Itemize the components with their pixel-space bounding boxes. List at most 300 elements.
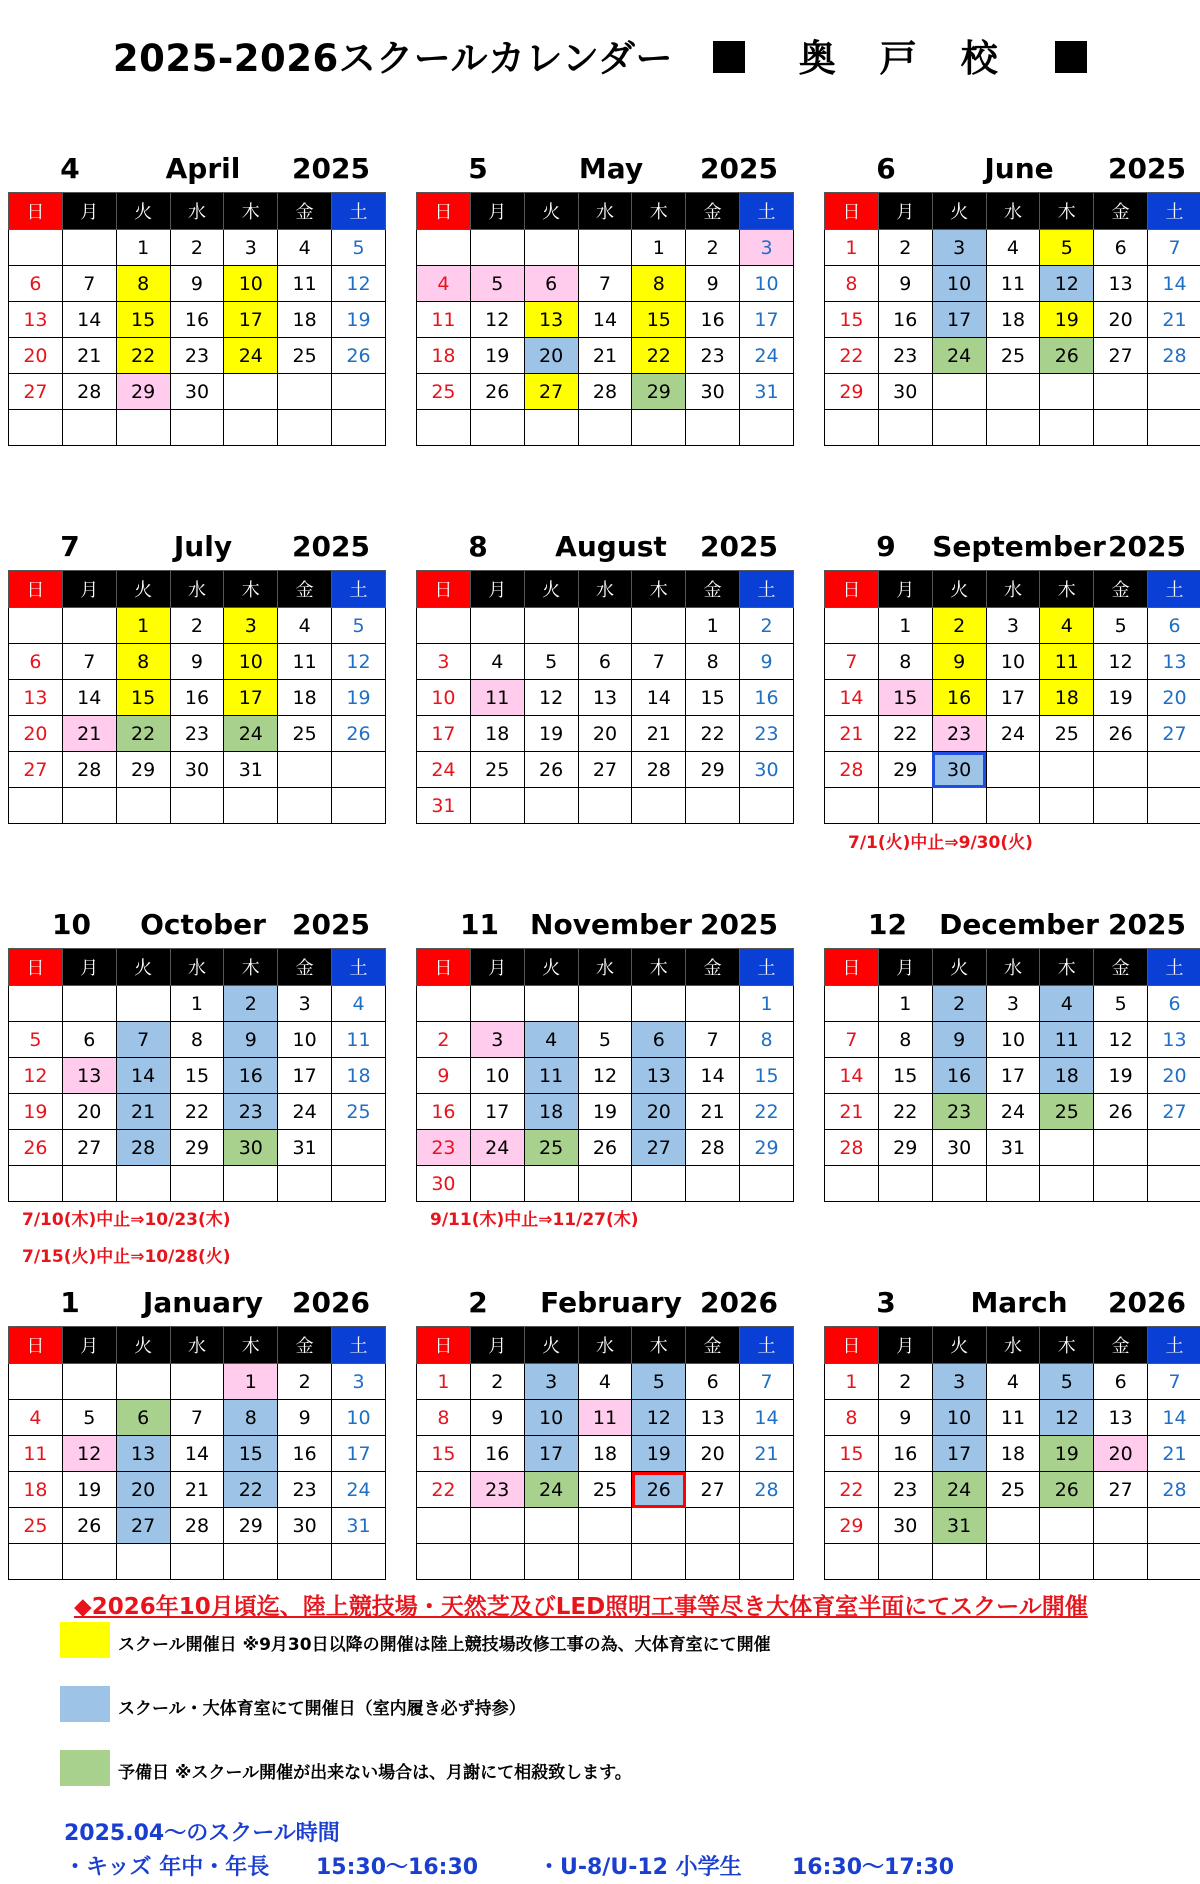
day-cell: 13 xyxy=(1094,1400,1148,1436)
empty-cell xyxy=(632,1166,686,1202)
day-cell: 4 xyxy=(278,608,332,644)
day-cell: 22 xyxy=(878,716,932,752)
day-cell: 16 xyxy=(170,302,224,338)
month-header xyxy=(824,528,1194,568)
empty-cell xyxy=(9,230,63,266)
weekday-header: 火 xyxy=(932,193,986,230)
day-cell: 20 xyxy=(1148,680,1200,716)
day-cell: 12 xyxy=(524,680,578,716)
month-number: 5 xyxy=(468,152,488,185)
weekday-header: 木 xyxy=(1040,1327,1094,1364)
day-cell: 18 xyxy=(278,680,332,716)
weekday-header: 木 xyxy=(224,571,278,608)
empty-cell xyxy=(740,1166,794,1202)
weekday-header: 木 xyxy=(1040,571,1094,608)
empty-cell xyxy=(332,788,386,824)
day-cell: 22 xyxy=(116,338,170,374)
day-cell: 16 xyxy=(470,1436,524,1472)
month-table xyxy=(824,1326,1200,1580)
month-header xyxy=(824,906,1194,946)
day-cell: 19 xyxy=(1094,680,1148,716)
day-cell: 12 xyxy=(470,302,524,338)
weekday-header: 火 xyxy=(116,1327,170,1364)
empty-cell xyxy=(470,1508,524,1544)
day-cell: 24 xyxy=(417,752,471,788)
legend-yellow-swatch xyxy=(60,1622,110,1658)
empty-cell xyxy=(224,1544,278,1580)
empty-cell xyxy=(1148,752,1200,788)
weekday-header: 水 xyxy=(578,1327,632,1364)
weekday-header: 土 xyxy=(740,193,794,230)
day-cell: 16 xyxy=(932,680,986,716)
month-number: 2 xyxy=(468,1286,488,1319)
day-cell: 25 xyxy=(1040,716,1094,752)
day-cell: 7 xyxy=(1148,230,1200,266)
day-cell: 1 xyxy=(116,230,170,266)
empty-cell xyxy=(524,1544,578,1580)
legend-indoor-text: スクール・大体育室にて開催日（室内履き必ず持参） xyxy=(118,1699,526,1719)
day-cell: 24 xyxy=(278,1094,332,1130)
day-cell: 18 xyxy=(9,1472,63,1508)
day-cell: 11 xyxy=(9,1436,63,1472)
weekday-header: 火 xyxy=(116,571,170,608)
empty-cell xyxy=(932,788,986,824)
day-cell: 7 xyxy=(632,644,686,680)
empty-cell xyxy=(9,1166,63,1202)
month-table xyxy=(8,948,386,1202)
day-cell: 28 xyxy=(740,1472,794,1508)
day-cell: 5 xyxy=(332,230,386,266)
weekday-header: 日 xyxy=(417,571,471,608)
weekday-header: 月 xyxy=(470,571,524,608)
day-cell: 23 xyxy=(278,1472,332,1508)
month-year: 2026 xyxy=(700,1286,778,1319)
day-cell: 22 xyxy=(417,1472,471,1508)
day-cell: 11 xyxy=(1040,644,1094,680)
day-cell: 18 xyxy=(1040,680,1094,716)
day-cell: 22 xyxy=(825,338,879,374)
day-cell: 1 xyxy=(224,1364,278,1400)
day-cell: 22 xyxy=(632,338,686,374)
month-header xyxy=(824,150,1194,190)
day-cell: 16 xyxy=(278,1436,332,1472)
month-table xyxy=(824,192,1200,446)
empty-cell xyxy=(825,1544,879,1580)
empty-cell xyxy=(170,1166,224,1202)
month-name: January xyxy=(142,1286,264,1319)
day-cell: 18 xyxy=(986,302,1040,338)
month-name: December xyxy=(939,908,1099,941)
empty-cell xyxy=(878,410,932,446)
weekday-header: 金 xyxy=(1094,193,1148,230)
day-cell: 13 xyxy=(524,302,578,338)
day-cell: 13 xyxy=(9,302,63,338)
day-cell: 19 xyxy=(470,338,524,374)
month-number: 10 xyxy=(52,908,91,941)
day-cell: 24 xyxy=(332,1472,386,1508)
day-cell: 16 xyxy=(878,302,932,338)
day-cell: 14 xyxy=(825,680,879,716)
day-cell: 30 xyxy=(878,1508,932,1544)
day-cell: 30 xyxy=(932,1130,986,1166)
day-cell: 25 xyxy=(332,1094,386,1130)
day-cell: 25 xyxy=(524,1130,578,1166)
day-cell: 15 xyxy=(825,302,879,338)
day-cell: 24 xyxy=(224,338,278,374)
day-cell: 5 xyxy=(578,1022,632,1058)
weekday-header: 土 xyxy=(332,571,386,608)
day-cell: 5 xyxy=(332,608,386,644)
day-cell: 23 xyxy=(170,338,224,374)
month-table xyxy=(824,570,1200,824)
day-cell: 14 xyxy=(62,680,116,716)
day-cell: 5 xyxy=(524,644,578,680)
empty-cell xyxy=(1148,1544,1200,1580)
day-cell: 23 xyxy=(417,1130,471,1166)
day-cell: 22 xyxy=(116,716,170,752)
empty-cell xyxy=(578,788,632,824)
day-cell: 13 xyxy=(686,1400,740,1436)
empty-cell xyxy=(632,788,686,824)
day-cell: 6 xyxy=(9,644,63,680)
day-cell: 12 xyxy=(1094,644,1148,680)
day-cell: 10 xyxy=(740,266,794,302)
empty-cell xyxy=(932,410,986,446)
day-cell: 26 xyxy=(332,716,386,752)
empty-cell xyxy=(986,410,1040,446)
month-number: 7 xyxy=(60,530,80,563)
day-cell: 2 xyxy=(740,608,794,644)
legend-school xyxy=(60,1622,1160,1662)
month-year: 2025 xyxy=(292,908,370,941)
weekday-header: 火 xyxy=(116,949,170,986)
empty-cell xyxy=(632,410,686,446)
weekday-header: 土 xyxy=(740,571,794,608)
empty-cell xyxy=(1040,752,1094,788)
empty-cell xyxy=(686,1166,740,1202)
day-cell: 21 xyxy=(62,716,116,752)
day-cell: 6 xyxy=(578,644,632,680)
day-cell: 2 xyxy=(878,230,932,266)
day-cell: 7 xyxy=(116,1022,170,1058)
weekday-header: 火 xyxy=(932,571,986,608)
day-cell: 13 xyxy=(9,680,63,716)
weekday-header: 金 xyxy=(278,193,332,230)
empty-cell xyxy=(878,1544,932,1580)
day-cell: 31 xyxy=(986,1130,1040,1166)
weekday-header: 月 xyxy=(62,949,116,986)
day-cell: 26 xyxy=(524,752,578,788)
empty-cell xyxy=(1040,410,1094,446)
day-cell: 28 xyxy=(825,752,879,788)
weekday-header: 日 xyxy=(417,949,471,986)
day-cell: 2 xyxy=(470,1364,524,1400)
empty-cell xyxy=(1148,1130,1200,1166)
day-cell: 3 xyxy=(470,1022,524,1058)
day-cell: 20 xyxy=(524,338,578,374)
day-cell: 1 xyxy=(825,1364,879,1400)
day-cell: 14 xyxy=(686,1058,740,1094)
empty-cell xyxy=(470,788,524,824)
day-cell: 28 xyxy=(686,1130,740,1166)
weekday-header: 日 xyxy=(417,1327,471,1364)
day-cell: 6 xyxy=(1094,1364,1148,1400)
month-number: 9 xyxy=(876,530,896,563)
day-cell: 9 xyxy=(740,644,794,680)
empty-cell xyxy=(170,1544,224,1580)
day-cell: 19 xyxy=(62,1472,116,1508)
day-cell: 19 xyxy=(332,680,386,716)
month-number: 1 xyxy=(60,1286,80,1319)
day-cell: 10 xyxy=(417,680,471,716)
day-cell: 10 xyxy=(332,1400,386,1436)
weekday-header: 月 xyxy=(878,949,932,986)
empty-cell xyxy=(932,1544,986,1580)
empty-cell xyxy=(470,986,524,1022)
day-cell: 2 xyxy=(932,608,986,644)
day-cell: 11 xyxy=(278,266,332,302)
day-cell: 13 xyxy=(62,1058,116,1094)
day-cell: 3 xyxy=(224,230,278,266)
empty-cell xyxy=(470,1166,524,1202)
day-cell: 15 xyxy=(417,1436,471,1472)
day-cell: 16 xyxy=(417,1094,471,1130)
empty-cell xyxy=(116,1166,170,1202)
empty-cell xyxy=(332,1166,386,1202)
weekday-header: 木 xyxy=(632,949,686,986)
day-cell: 5 xyxy=(1094,986,1148,1022)
day-cell: 9 xyxy=(417,1058,471,1094)
empty-cell xyxy=(116,1364,170,1400)
empty-cell xyxy=(986,1508,1040,1544)
day-cell: 17 xyxy=(524,1436,578,1472)
empty-cell xyxy=(524,230,578,266)
day-cell: 28 xyxy=(825,1130,879,1166)
empty-cell xyxy=(578,410,632,446)
day-cell: 22 xyxy=(170,1094,224,1130)
day-cell: 21 xyxy=(578,338,632,374)
empty-cell xyxy=(62,1364,116,1400)
empty-cell xyxy=(9,986,63,1022)
day-cell: 16 xyxy=(932,1058,986,1094)
day-cell: 25 xyxy=(1040,1094,1094,1130)
day-cell: 17 xyxy=(417,716,471,752)
month-header xyxy=(416,906,786,946)
empty-cell xyxy=(986,788,1040,824)
day-cell: 23 xyxy=(932,716,986,752)
day-cell: 4 xyxy=(986,230,1040,266)
empty-cell xyxy=(632,1544,686,1580)
month-year: 2026 xyxy=(1108,1286,1186,1319)
empty-cell xyxy=(332,410,386,446)
day-cell: 6 xyxy=(116,1400,170,1436)
weekday-header: 水 xyxy=(578,571,632,608)
day-cell: 25 xyxy=(986,338,1040,374)
month-year: 2025 xyxy=(700,530,778,563)
day-cell: 30 xyxy=(170,374,224,410)
day-cell: 5 xyxy=(1040,230,1094,266)
empty-cell xyxy=(825,410,879,446)
empty-cell xyxy=(686,1544,740,1580)
day-cell: 15 xyxy=(878,680,932,716)
day-cell: 20 xyxy=(1094,302,1148,338)
day-cell: 6 xyxy=(1094,230,1148,266)
empty-cell xyxy=(1148,788,1200,824)
day-cell: 3 xyxy=(524,1364,578,1400)
day-cell: 18 xyxy=(470,716,524,752)
empty-cell xyxy=(740,1544,794,1580)
empty-cell xyxy=(470,410,524,446)
empty-cell xyxy=(1148,410,1200,446)
weekday-header: 月 xyxy=(470,193,524,230)
day-cell: 4 xyxy=(578,1364,632,1400)
day-cell: 7 xyxy=(740,1364,794,1400)
day-cell: 23 xyxy=(686,338,740,374)
square-icon xyxy=(713,41,745,73)
day-cell: 16 xyxy=(686,302,740,338)
day-cell: 17 xyxy=(986,1058,1040,1094)
day-cell: 29 xyxy=(686,752,740,788)
month-name: November xyxy=(530,908,692,941)
weekday-header: 土 xyxy=(332,193,386,230)
month-number: 4 xyxy=(60,152,80,185)
day-cell: 6 xyxy=(1148,608,1200,644)
day-cell: 9 xyxy=(170,644,224,680)
empty-cell xyxy=(1148,1166,1200,1202)
weekday-header: 水 xyxy=(578,193,632,230)
weekday-header: 土 xyxy=(740,949,794,986)
day-cell: 4 xyxy=(278,230,332,266)
day-cell: 2 xyxy=(932,986,986,1022)
weekday-header: 水 xyxy=(986,1327,1040,1364)
empty-cell xyxy=(825,986,879,1022)
title-main: 2025-2026スクールカレンダー xyxy=(112,37,674,80)
day-cell: 26 xyxy=(1094,1094,1148,1130)
empty-cell xyxy=(470,1544,524,1580)
empty-cell xyxy=(278,1544,332,1580)
empty-cell xyxy=(278,374,332,410)
day-cell: 3 xyxy=(278,986,332,1022)
legend-blue-swatch xyxy=(60,1686,110,1722)
weekday-header: 月 xyxy=(62,1327,116,1364)
day-cell: 10 xyxy=(986,1022,1040,1058)
empty-cell xyxy=(332,1130,386,1166)
empty-cell xyxy=(986,752,1040,788)
day-cell: 1 xyxy=(170,986,224,1022)
day-cell: 18 xyxy=(524,1094,578,1130)
empty-cell xyxy=(632,608,686,644)
weekday-header: 水 xyxy=(170,193,224,230)
day-cell: 29 xyxy=(878,752,932,788)
weekday-header: 月 xyxy=(62,193,116,230)
day-cell: 6 xyxy=(524,266,578,302)
day-cell: 10 xyxy=(224,266,278,302)
day-cell: 8 xyxy=(878,644,932,680)
day-cell: 25 xyxy=(9,1508,63,1544)
weekday-header: 月 xyxy=(878,193,932,230)
day-cell: 25 xyxy=(278,338,332,374)
month-name: October xyxy=(140,908,266,941)
day-cell: 21 xyxy=(62,338,116,374)
day-cell: 10 xyxy=(932,1400,986,1436)
day-cell: 28 xyxy=(170,1508,224,1544)
day-cell: 23 xyxy=(224,1094,278,1130)
day-cell: 10 xyxy=(986,644,1040,680)
month-table xyxy=(824,948,1200,1202)
day-cell: 12 xyxy=(332,644,386,680)
day-cell: 21 xyxy=(1148,302,1200,338)
empty-cell xyxy=(1040,788,1094,824)
day-cell: 9 xyxy=(932,1022,986,1058)
empty-cell xyxy=(1094,1130,1148,1166)
empty-cell xyxy=(1040,374,1094,410)
empty-cell xyxy=(1040,1544,1094,1580)
day-cell: 12 xyxy=(632,1400,686,1436)
notice-banner: ◆2026年10月頃迄、陸上競技場・天然芝及びLED照明工事等尽き大体育室半面にてスクール開催 xyxy=(74,1594,1088,1620)
month-header xyxy=(824,1284,1194,1324)
day-cell: 24 xyxy=(986,716,1040,752)
day-cell: 27 xyxy=(9,374,63,410)
day-cell: 19 xyxy=(1094,1058,1148,1094)
weekday-header: 金 xyxy=(686,571,740,608)
weekday-header: 火 xyxy=(932,1327,986,1364)
day-cell: 14 xyxy=(740,1400,794,1436)
day-cell: 24 xyxy=(740,338,794,374)
day-cell: 5 xyxy=(62,1400,116,1436)
day-cell: 7 xyxy=(170,1400,224,1436)
day-cell: 25 xyxy=(578,1472,632,1508)
day-cell: 29 xyxy=(740,1130,794,1166)
day-cell: 17 xyxy=(224,680,278,716)
day-cell: 9 xyxy=(224,1022,278,1058)
weekday-header: 土 xyxy=(1148,193,1200,230)
day-cell: 25 xyxy=(470,752,524,788)
weekday-header: 木 xyxy=(632,1327,686,1364)
legend-school-text: スクール開催日 ※9月30日以降の開催は陸上競技場改修工事の為、大体育室にて開催 xyxy=(118,1635,771,1655)
empty-cell xyxy=(1148,1508,1200,1544)
weekday-header: 日 xyxy=(9,193,63,230)
month-header xyxy=(8,150,378,190)
month-table xyxy=(416,192,794,446)
weekday-header: 日 xyxy=(417,193,471,230)
day-cell: 9 xyxy=(470,1400,524,1436)
day-cell: 9 xyxy=(686,266,740,302)
day-cell: 24 xyxy=(470,1130,524,1166)
day-cell: 26 xyxy=(1040,338,1094,374)
day-cell: 30 xyxy=(932,752,986,788)
day-cell: 11 xyxy=(278,644,332,680)
day-cell: 6 xyxy=(62,1022,116,1058)
day-cell: 22 xyxy=(224,1472,278,1508)
day-cell: 8 xyxy=(224,1400,278,1436)
day-cell: 27 xyxy=(1094,1472,1148,1508)
empty-cell xyxy=(1094,1166,1148,1202)
day-cell: 29 xyxy=(825,1508,879,1544)
month-table xyxy=(416,570,794,824)
day-cell: 2 xyxy=(417,1022,471,1058)
empty-cell xyxy=(170,410,224,446)
day-cell: 19 xyxy=(524,716,578,752)
weekday-header: 火 xyxy=(524,571,578,608)
weekday-header: 水 xyxy=(170,1327,224,1364)
weekday-header: 月 xyxy=(878,571,932,608)
empty-cell xyxy=(686,986,740,1022)
day-cell: 14 xyxy=(632,680,686,716)
empty-cell xyxy=(1040,1130,1094,1166)
day-cell: 29 xyxy=(825,374,879,410)
day-cell: 7 xyxy=(62,266,116,302)
day-cell: 11 xyxy=(1040,1022,1094,1058)
